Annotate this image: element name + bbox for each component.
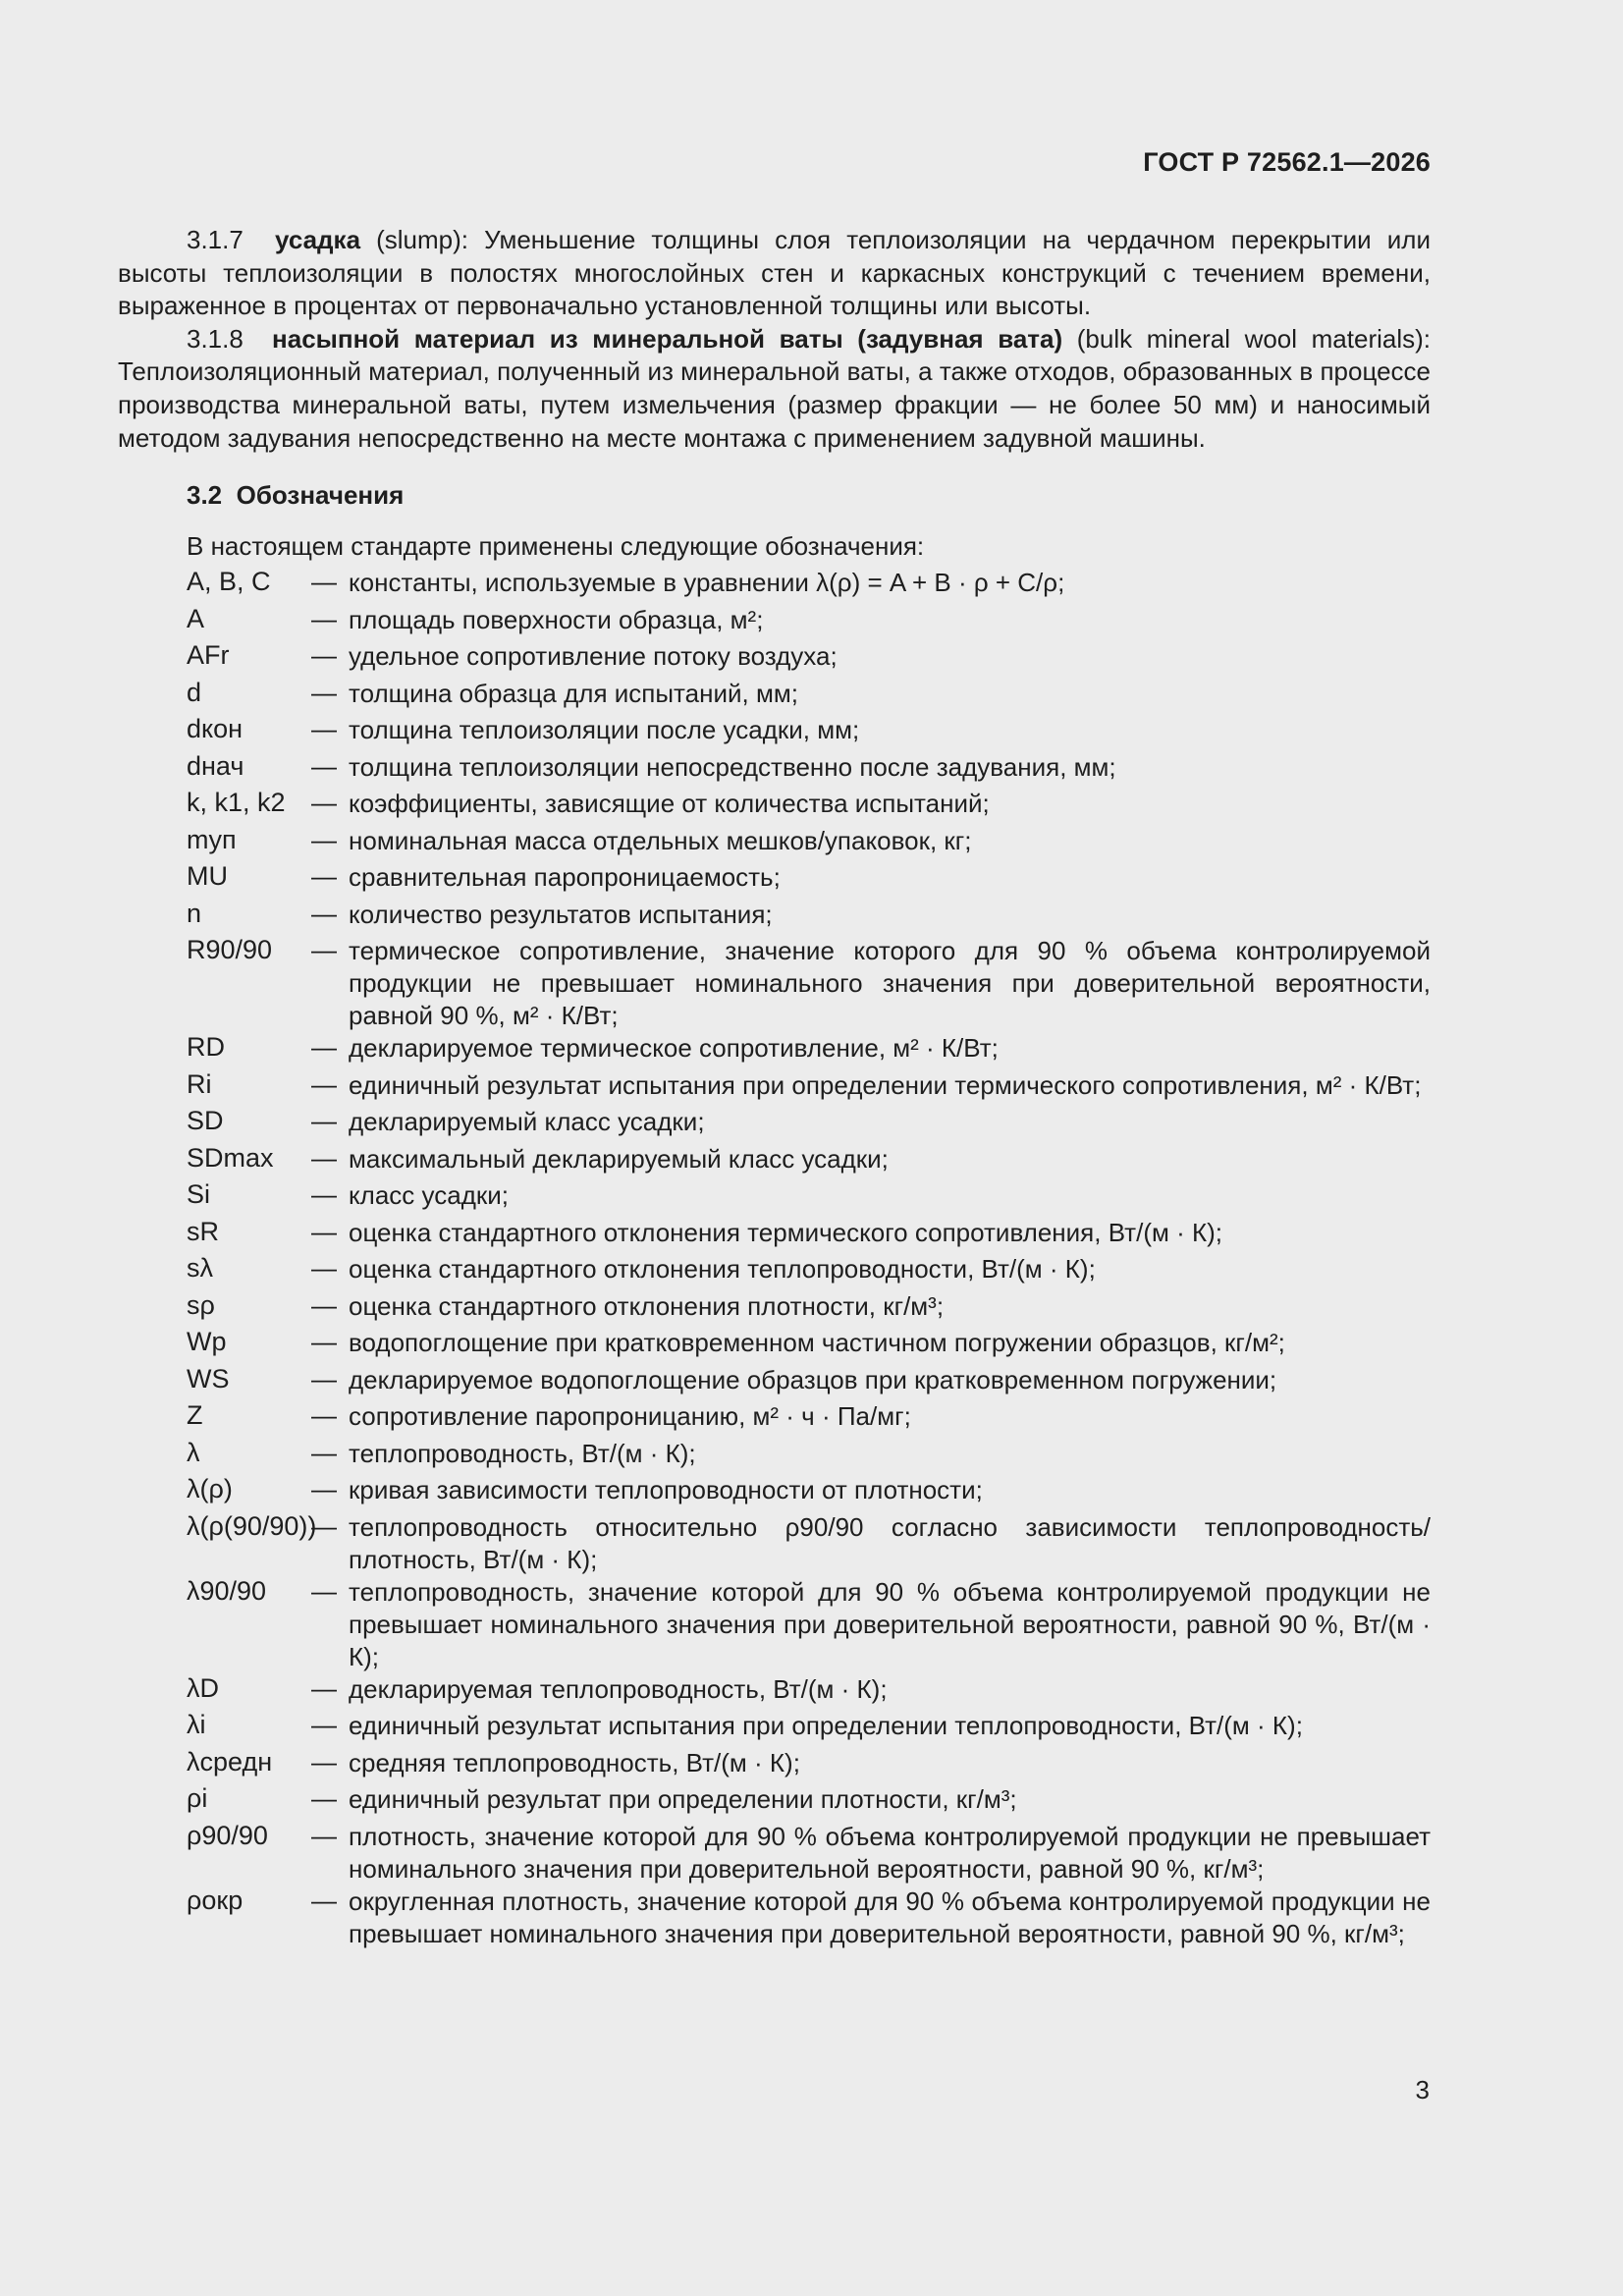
symbol-term: ρ90/90 <box>187 1820 268 1850</box>
symbol-row <box>187 1253 1431 1290</box>
symbol-row <box>187 1511 1431 1576</box>
symbol-definition: теплопроводность, значение которой для 90 % объема контролируемой продукции не превышает номинального значения при доверительной вероятности, равной 90 %, Вт/(м · К); <box>349 1576 1431 1671</box>
em-dash: — <box>311 1672 337 1703</box>
symbol-row <box>187 1783 1431 1821</box>
symbols-list <box>187 567 1431 1950</box>
symbol-definition: количество результатов испытания; <box>349 899 773 929</box>
symbol-definition: декларируемый класс усадки; <box>349 1107 705 1137</box>
symbol-term: Si <box>187 1179 211 1210</box>
symbol-row <box>187 604 1431 641</box>
em-dash: — <box>311 567 337 597</box>
symbol-term: sR <box>187 1216 219 1246</box>
em-dash: — <box>311 824 337 854</box>
em-dash: — <box>311 677 337 707</box>
symbol-definition: номинальная масса отдельных мешков/упаковок, кг; <box>349 825 972 855</box>
symbol-term: A <box>187 603 205 633</box>
defined-term: насыпной материал из минеральной ваты (задувная вата) <box>272 323 1063 354</box>
definition-3-1-8 <box>118 323 1431 455</box>
symbol-definition: единичный результат испытания при определении теплопроводности, Вт/(м · К); <box>349 1711 1303 1741</box>
symbol-row <box>187 714 1431 751</box>
symbol-row <box>187 1069 1431 1107</box>
symbol-term: n <box>187 898 202 928</box>
em-dash: — <box>311 788 337 818</box>
symbol-row <box>187 1364 1431 1401</box>
symbol-term: dнач <box>187 750 244 781</box>
symbol-term: λсредн <box>187 1746 273 1777</box>
symbol-row <box>187 1327 1431 1364</box>
symbol-definition: оценка стандартного отклонения теплопроводности, Вт/(м · К); <box>349 1254 1096 1285</box>
symbol-definition: площадь поверхности образца, м²; <box>349 604 764 634</box>
clause-number: 3.1.7 <box>187 225 243 254</box>
symbol-term: mуп <box>187 824 237 854</box>
symbol-definition: водопоглощение при кратковременном частичном погружении образцов, кг/м²; <box>349 1328 1285 1358</box>
symbol-term: ρокр <box>187 1885 243 1915</box>
symbol-definition: декларируемая теплопроводность, Вт/(м · К); <box>349 1673 888 1704</box>
symbol-definition: теплопроводность, Вт/(м · К); <box>349 1438 696 1468</box>
em-dash: — <box>311 1363 337 1394</box>
em-dash: — <box>311 861 337 892</box>
em-dash: — <box>311 750 337 781</box>
symbol-term: SDmax <box>187 1142 274 1173</box>
symbol-row <box>187 825 1431 862</box>
symbol-term: A, B, C <box>187 567 271 597</box>
em-dash: — <box>311 1474 337 1504</box>
em-dash: — <box>311 1289 337 1320</box>
symbol-term: d <box>187 677 202 707</box>
em-dash: — <box>311 1106 337 1136</box>
document-body <box>118 224 1431 1950</box>
symbol-row <box>187 1886 1431 1950</box>
defined-term: усадка <box>275 225 361 254</box>
symbol-term: Wp <box>187 1327 227 1357</box>
symbol-term: λD <box>187 1672 219 1703</box>
em-dash: — <box>311 1032 337 1063</box>
symbol-term: ρi <box>187 1783 208 1814</box>
symbol-term: λ <box>187 1437 200 1467</box>
definition-text: (bulk mineral wool materials): Теплоизоляционный материал, полученный из минеральной ваты, а также отходов, образованных в процессе производства минеральной ваты, путем измельчения (размер фракции — не более 50 мм) и наносимый методом задувания непосредственно на месте монтажа с применением задувной машины. <box>118 323 1432 453</box>
symbol-term: WS <box>187 1363 230 1394</box>
em-dash: — <box>311 1885 337 1915</box>
em-dash: — <box>311 1746 337 1777</box>
em-dash: — <box>311 935 337 965</box>
symbol-term: λi <box>187 1710 206 1740</box>
symbol-row <box>187 1438 1431 1475</box>
symbol-definition: плотность, значение которой для 90 % объема контролируемой продукции не превышает номинального значения при доверительной вероятности, равной 90 %, кг/м³; <box>349 1821 1431 1884</box>
standard-header: ГОСТ Р 72562.1—2026 <box>1143 147 1431 177</box>
symbol-definition: декларируемое термическое сопротивление, м² · К/Вт; <box>349 1033 999 1064</box>
symbol-definition: оценка стандартного отклонения термического сопротивления, Вт/(м · К); <box>349 1217 1222 1247</box>
symbol-term: MU <box>187 861 228 892</box>
symbol-row <box>187 1576 1431 1673</box>
symbol-definition: толщина теплоизоляции после усадки, мм; <box>349 715 860 745</box>
symbol-term: Ri <box>187 1068 212 1099</box>
definition-3-1-7 <box>118 224 1431 323</box>
page-number: 3 <box>1415 2075 1430 2105</box>
symbol-row <box>187 1106 1431 1143</box>
symbol-row <box>187 1400 1431 1438</box>
symbol-row <box>187 861 1431 899</box>
em-dash: — <box>311 640 337 671</box>
symbol-row <box>187 1217 1431 1254</box>
symbol-row <box>187 899 1431 936</box>
symbol-row <box>187 567 1431 604</box>
symbol-term: λ90/90 <box>187 1575 267 1606</box>
symbol-row <box>187 1032 1431 1069</box>
clause-number: 3.1.8 <box>187 323 243 354</box>
symbol-definition: толщина образца для испытаний, мм; <box>349 678 798 708</box>
symbol-definition: коэффициенты, зависящие от количества испытаний; <box>349 789 990 819</box>
em-dash: — <box>311 1820 337 1850</box>
symbol-term: dкон <box>187 714 243 744</box>
em-dash: — <box>311 1783 337 1814</box>
symbol-definition: максимальный декларируемый класс усадки; <box>349 1143 889 1174</box>
em-dash: — <box>311 1179 337 1210</box>
em-dash: — <box>311 714 337 744</box>
symbol-definition: класс усадки; <box>349 1180 509 1211</box>
symbol-definition: кривая зависимости теплопроводности от плотности; <box>349 1475 983 1505</box>
symbol-row <box>187 640 1431 678</box>
em-dash: — <box>311 1327 337 1357</box>
symbol-row <box>187 751 1431 789</box>
section-title: Обозначения <box>236 480 405 511</box>
symbol-definition: термическое сопротивление, значение которого для 90 % объема контролируемой продукции не превышает номинального значения при доверительной вероятности, равной 90 %, м² · К/Вт; <box>349 936 1431 1031</box>
symbol-definition: единичный результат при определении плотности, кг/м³; <box>349 1784 1017 1815</box>
symbol-definition: удельное сопротивление потоку воздуха; <box>349 641 838 672</box>
symbol-term: sρ <box>187 1289 215 1320</box>
symbol-term: SD <box>187 1106 224 1136</box>
symbol-row <box>187 1821 1431 1886</box>
symbol-term: λ(ρ(90/90)) <box>187 1510 317 1541</box>
symbol-row <box>187 1290 1431 1328</box>
symbol-definition: теплопроводность относительно ρ90/90 согласно зависимости теплопроводность/плотность, Вт/(м · К); <box>349 1511 1431 1574</box>
em-dash: — <box>311 1216 337 1246</box>
symbol-row <box>187 678 1431 715</box>
symbol-term: AFr <box>187 640 230 671</box>
symbol-term: Z <box>187 1400 203 1431</box>
em-dash: — <box>311 1510 337 1541</box>
symbol-definition: константы, используемые в уравнении λ(ρ) = A + B · ρ + C/ρ; <box>349 568 1065 598</box>
symbol-row <box>187 1474 1431 1511</box>
em-dash: — <box>311 603 337 633</box>
symbol-definition: единичный результат испытания при определении термического сопротивления, м² · К/Вт; <box>349 1069 1422 1100</box>
symbol-definition: сравнительная паропроницаемость; <box>349 862 781 893</box>
section-heading <box>187 478 1431 512</box>
em-dash: — <box>311 1142 337 1173</box>
symbol-definition: округленная плотность, значение которой для 90 % объема контролируемой продукции не превышает номинального значения при доверительной вероятности, равной 90 %, кг/м³; <box>349 1886 1431 1948</box>
symbol-term: k, k1, k2 <box>187 788 286 818</box>
symbol-term: R90/90 <box>187 935 273 965</box>
symbol-definition: оценка стандартного отклонения плотности, кг/м³; <box>349 1290 945 1321</box>
em-dash: — <box>311 1068 337 1099</box>
symbol-row <box>187 1710 1431 1747</box>
em-dash: — <box>311 898 337 928</box>
section-intro: В настоящем стандарте применены следующие обозначения: <box>187 531 925 562</box>
em-dash: — <box>311 1437 337 1467</box>
symbol-row <box>187 1673 1431 1711</box>
section-number: 3.2 <box>187 480 223 511</box>
em-dash: — <box>311 1710 337 1740</box>
symbol-definition: декларируемое водопоглощение образцов при кратковременном погружении; <box>349 1364 1277 1394</box>
symbol-definition: толщина теплоизоляции непосредственно после задувания, мм; <box>349 751 1116 782</box>
symbol-definition: средняя теплопроводность, Вт/(м · К); <box>349 1747 800 1777</box>
symbol-term: sλ <box>187 1253 213 1284</box>
symbol-row <box>187 1179 1431 1217</box>
symbol-row <box>187 1747 1431 1784</box>
symbol-row <box>187 788 1431 825</box>
symbol-row <box>187 935 1431 1032</box>
em-dash: — <box>311 1400 337 1431</box>
symbol-definition: сопротивление паропроницанию, м² · ч · Па/мг; <box>349 1401 911 1432</box>
symbol-row <box>187 1143 1431 1180</box>
em-dash: — <box>311 1253 337 1284</box>
definition-text: (slump): Уменьшение толщины слоя теплоизоляции на чердачном перекрытии или высоты теплоизоляции в полостях многослойных стен и каркасных конструкций с течением времени, выраженное в процентах от первоначально установленной толщины или высоты. <box>118 225 1431 321</box>
symbol-term: RD <box>187 1032 225 1063</box>
em-dash: — <box>311 1575 337 1606</box>
symbol-term: λ(ρ) <box>187 1474 233 1504</box>
